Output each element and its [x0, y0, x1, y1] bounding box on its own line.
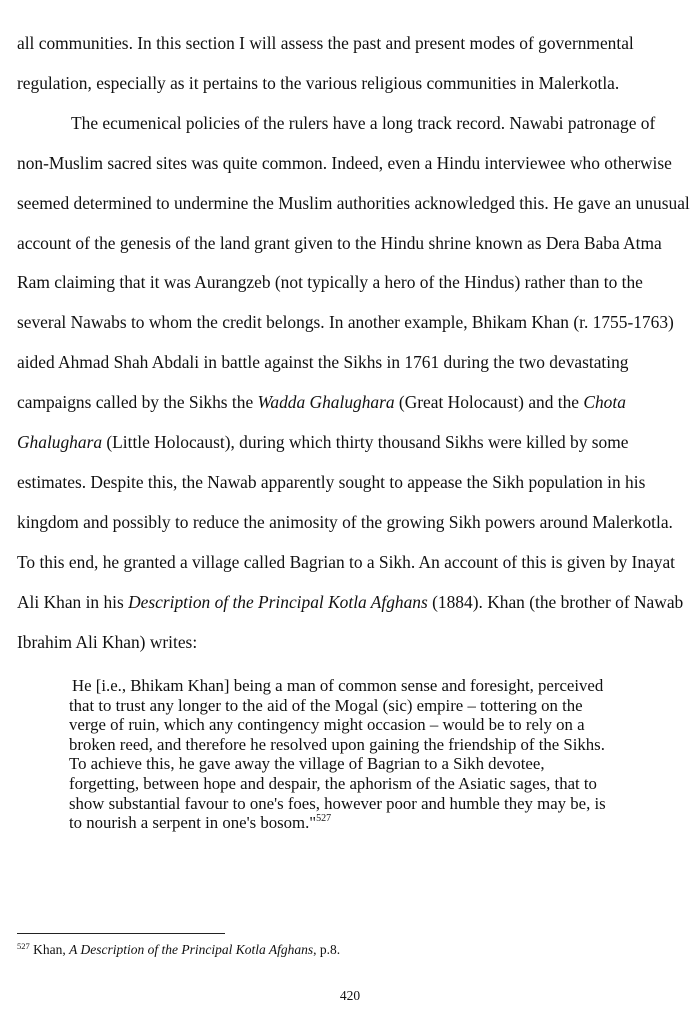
text-line: aided Ahmad Shah Abdali in battle against the Sikhs in 1761 during the two devastating — [17, 352, 629, 373]
quote-line: To achieve this, he gave away the village of Bagrian to a Sikh devotee, — [69, 754, 545, 774]
italic-term: Wadda Ghalughara — [257, 392, 395, 413]
page-number: 420 — [339, 988, 361, 1003]
text-run: Ali Khan in his — [17, 591, 129, 612]
main-text — [17, 24, 695, 663]
footnote-page: , p.8. — [313, 942, 341, 957]
text-run: (Little Holocaust), during which thirty thousand Sikhs were killed by some — [102, 432, 629, 453]
text-line: several Nawabs to whom the credit belongs. In another example, Bhikam Khan (r. 1755-1763) — [17, 312, 674, 333]
quote-line: forgetting, between hope and despair, the aphorism of the Asiatic sages, that to — [69, 773, 597, 793]
text-line: all communities. In this section I will assess the past and present modes of governmental — [17, 33, 634, 53]
italic-term: Ghalughara — [17, 432, 103, 453]
text-line: regulation, especially as it pertains to the various religious communities in Malerkotla. — [17, 72, 620, 93]
footnote-author: Khan, — [29, 942, 70, 957]
quote-line — [69, 813, 629, 833]
italic-term: Chota — [583, 392, 626, 413]
quote-text: to nourish a serpent in one's bosom." — [69, 813, 317, 833]
text-line: Ibrahim Ali Khan) writes: — [17, 631, 198, 652]
text-line — [17, 423, 695, 463]
italic-title: Description of the Principal Kotla Afghans — [128, 591, 428, 612]
text-line — [17, 583, 695, 623]
block-quote — [69, 676, 629, 833]
text-line: estimates. Despite this, the Nawab apparently sought to appease the Sikh population in his — [17, 471, 646, 492]
footnote-title: A Description of the Principal Kotla Afghans — [69, 942, 314, 957]
text-line: To this end, he granted a village called Bagrian to a Sikh. An account of this is given by Inayat — [17, 551, 676, 572]
quote-line: that to trust any longer to the aid of the Mogal (sic) empire – tottering on the — [69, 695, 583, 715]
text-line-indented: The ecumenical policies of the rulers have a long track record. Nawabi patronage of — [71, 112, 656, 133]
quote-line: broken reed, and therefore he resolved upon gaining the friendship of the Sikhs. — [69, 734, 605, 754]
text-line: kingdom and possibly to reduce the animosity of the growing Sikh powers around Malerkotla. — [17, 511, 673, 532]
text-line: Ram claiming that it was Aurangzeb (not typically a hero of the Hindus) rather than to the — [17, 272, 643, 293]
text-line: account of the genesis of the land grant given to the Hindu shrine known as Dera Baba Atma — [17, 232, 662, 253]
text-line: non-Muslim sacred sites was quite common. Indeed, even a Hindu interviewee who otherwise — [17, 152, 672, 173]
quote-line: verge of ruin, which any contingency might occasion – would be to rely on a — [69, 715, 585, 735]
footnote-divider — [17, 933, 225, 934]
footnote-reference: 527 — [316, 813, 332, 825]
footnote — [17, 941, 340, 959]
text-line: seemed determined to undermine the Muslim authorities acknowledged this. He gave an unusual — [17, 192, 690, 213]
text-run: (1884). Khan (the brother of Nawab — [427, 591, 684, 612]
text-run: campaigns called by the Sikhs the — [17, 392, 258, 413]
quote-line: show substantial favour to one's foes, however poor and humble they may be, is — [69, 793, 606, 813]
footnote-number: 527 — [17, 941, 30, 951]
text-line — [17, 383, 695, 423]
quote-line: He [i.e., Bhikam Khan] being a man of common sense and foresight, perceived — [72, 676, 604, 695]
text-run: (Great Holocaust) and the — [394, 392, 584, 413]
